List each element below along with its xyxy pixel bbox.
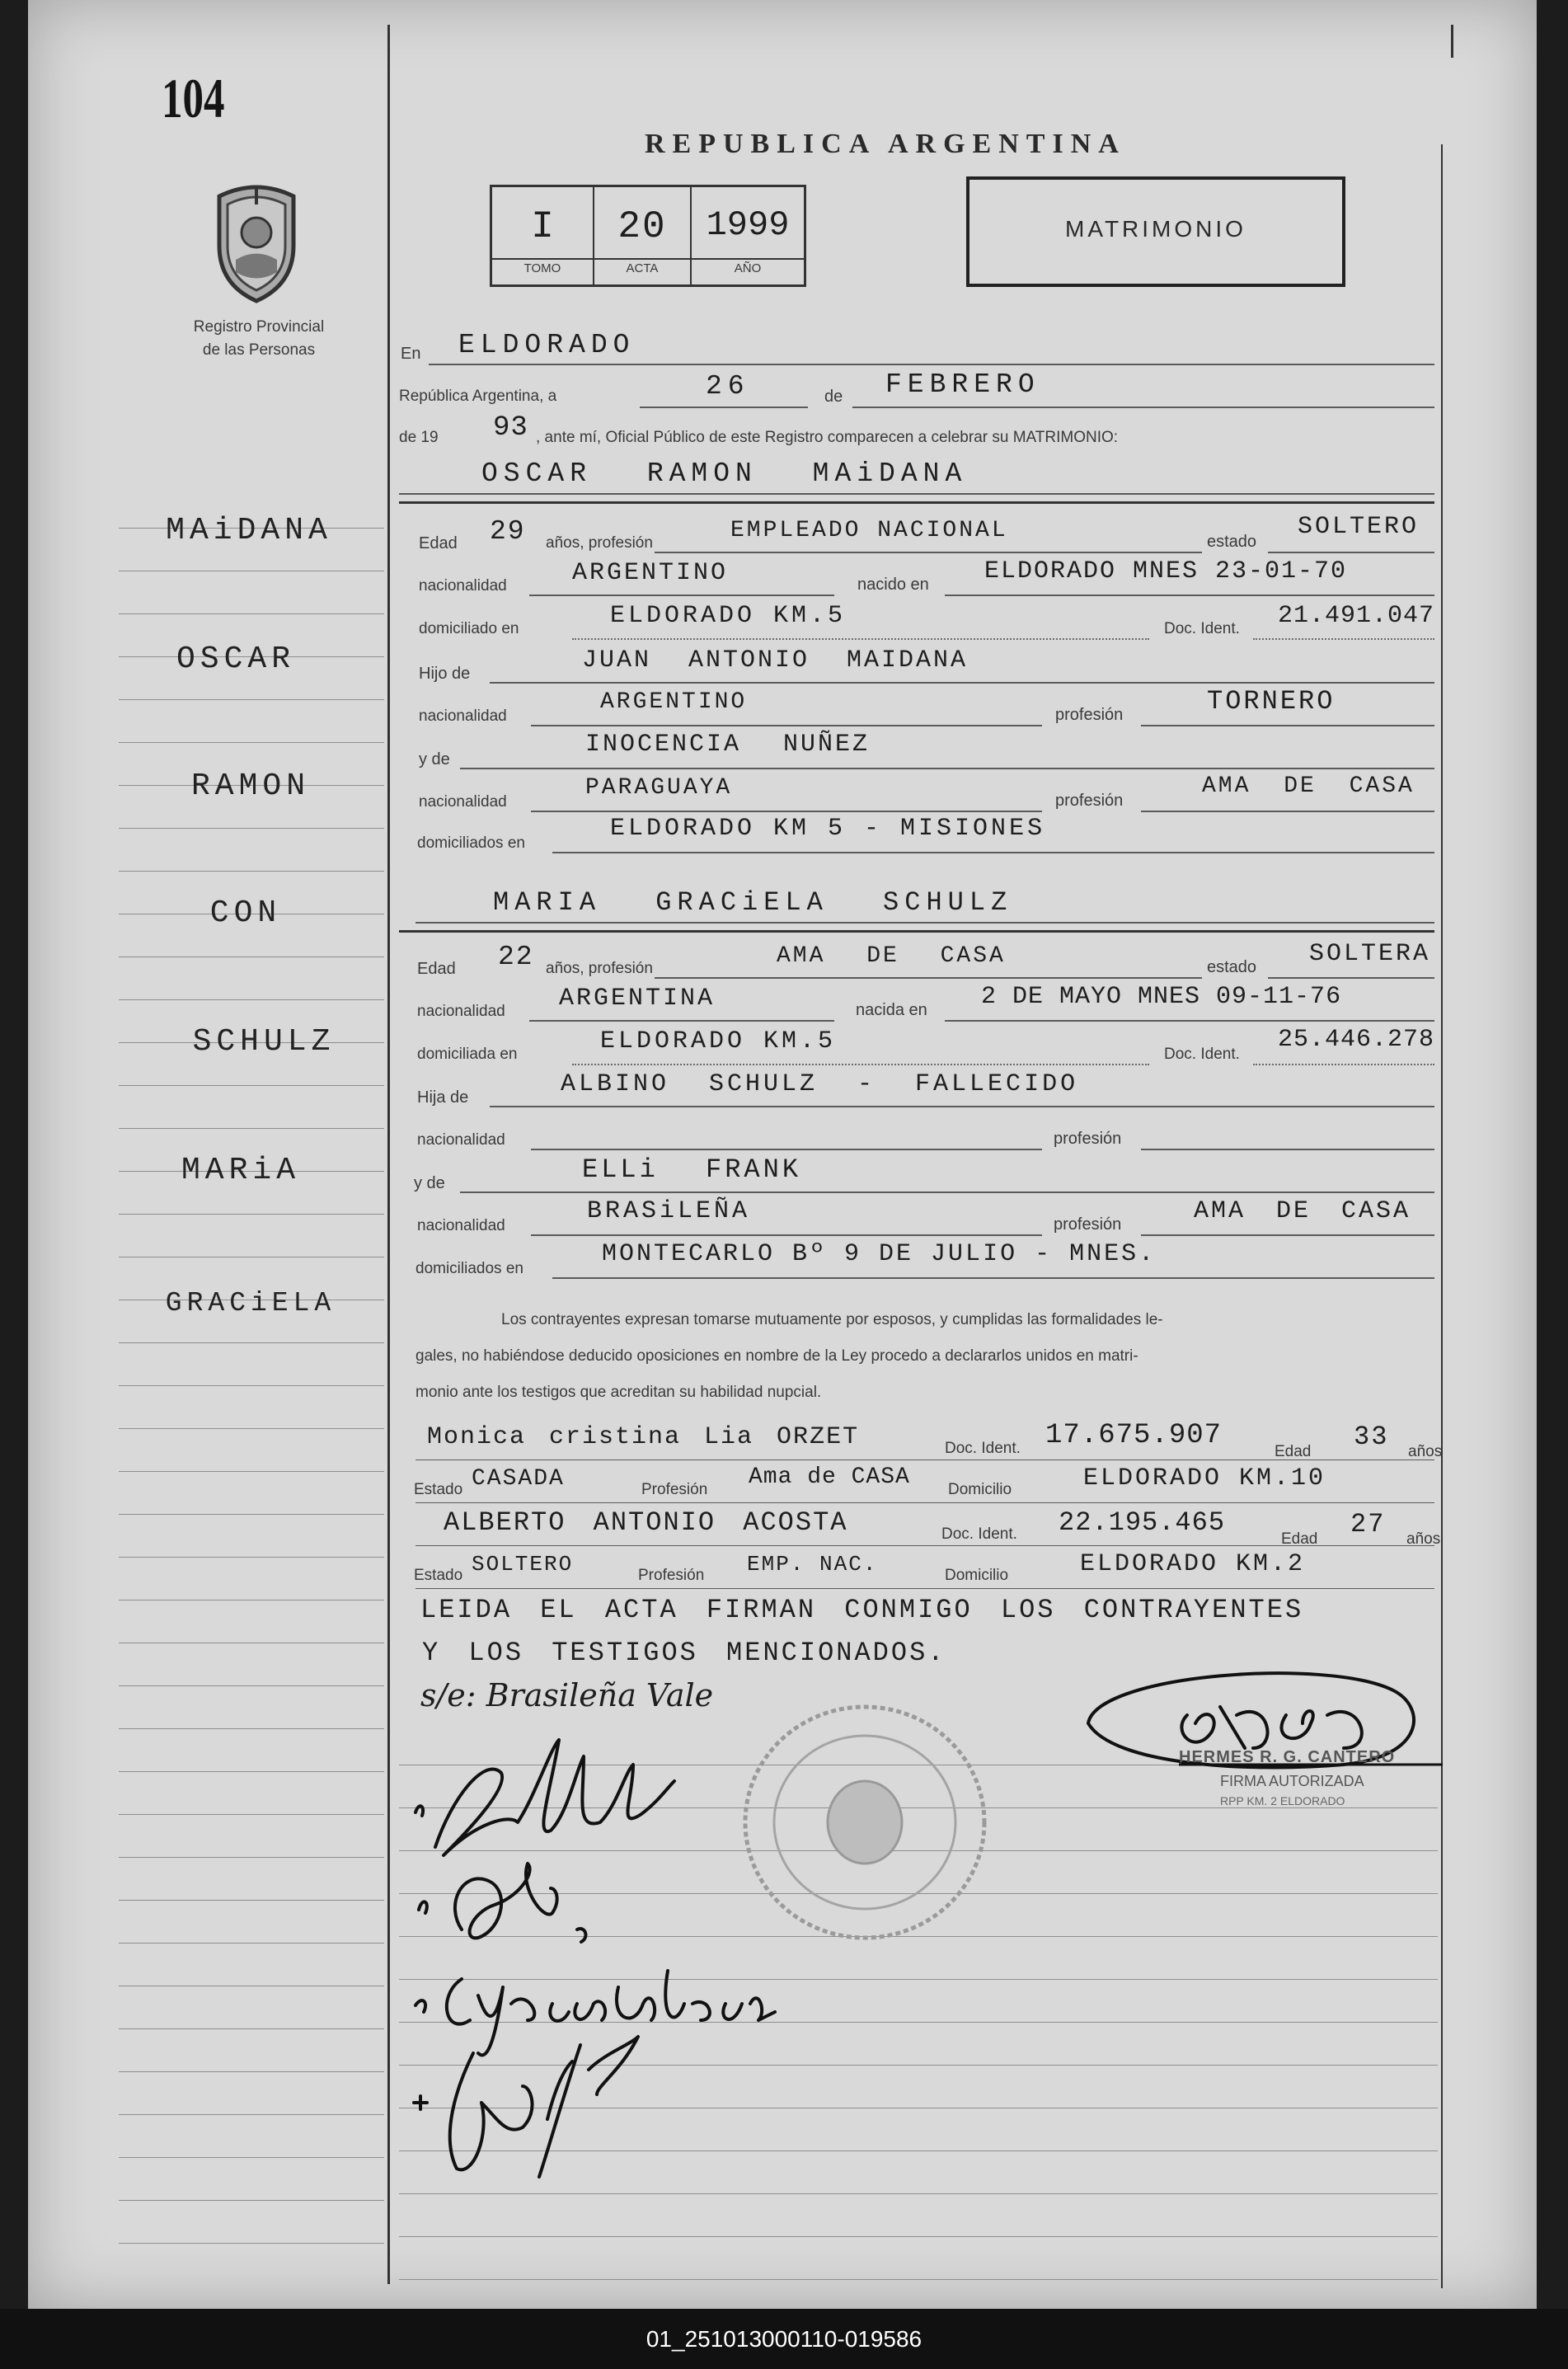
bride-nationality-label: nacionalidad [417, 1003, 505, 1020]
margin-rule-line [119, 871, 384, 872]
margin-rule-line [119, 613, 384, 614]
bride-doc-label: Doc. Ident. [1164, 1046, 1240, 1063]
bride-domicile-label: domiciliada en [417, 1046, 518, 1063]
groom-mother: INOCENCIA NUÑEZ [585, 731, 871, 759]
bride-full-name: MARIA GRACiELA SCHULZ [493, 887, 1013, 918]
document-type: MATRIMONIO [1065, 216, 1246, 242]
intro-statement: , ante mí, Oficial Público de este Registro comparecen a celebrar su MATRIMONIO: [536, 429, 1119, 446]
margin-rule-line [119, 1814, 384, 1815]
bride-estado-label: estado [1207, 958, 1257, 976]
witness1-domicile: ELDORADO KM.10 [1083, 1464, 1326, 1492]
margin-rule-line [119, 1685, 384, 1686]
groom-age: 29 [490, 516, 526, 547]
registry-name-line2: de las Personas [202, 341, 316, 359]
witness2-profession-label: Profesión [638, 1567, 705, 1584]
margin-rule-line [119, 2157, 384, 2158]
bride-mother-profession-label: profesión [1054, 1215, 1122, 1234]
witness1-domicile-label: Domicilio [948, 1481, 1012, 1498]
de-label: de [824, 388, 843, 406]
year-prefix: de 19 [399, 429, 439, 446]
groom-mother-profession: AMA DE CASA [1202, 773, 1415, 799]
groom-born-label: nacido en [857, 576, 929, 594]
top-right-tick [1451, 25, 1453, 58]
margin-rule-line [119, 1085, 384, 1086]
bride-age: 22 [498, 942, 534, 972]
groom-mother-nationality-label: nacionalidad [419, 793, 507, 811]
witness1-estado: CASADA [472, 1466, 565, 1492]
margin-rule-line [119, 742, 384, 743]
margin-rule-line [119, 1385, 384, 1386]
margin-rule-line [119, 1857, 384, 1858]
margin-name-7: GRACiELA [165, 1288, 336, 1318]
witness1-doc: 17.675.907 [1045, 1420, 1223, 1451]
coat-of-arms-icon [203, 181, 310, 305]
legal-text-line2: gales, no habiéndose deducido oposiciones en nombre de la Ley procedo a declararlos unidos en matri- [415, 1347, 1138, 1365]
witness2-domicile-label: Domicilio [945, 1567, 1009, 1584]
groom-and-of-label: y de [419, 750, 450, 769]
official-signature-icon [1080, 1657, 1451, 1789]
registry-name-line1: Registro Provincial [193, 318, 325, 336]
official-stamp-line3: RPP KM. 2 ELDORADO [1220, 1794, 1345, 1807]
witness1-doc-label: Doc. Ident. [945, 1440, 1021, 1457]
witness2-age: 27 [1350, 1509, 1386, 1539]
margin-rule-line [119, 1514, 384, 1515]
groom-parents-domicile-label: domiciliados en [417, 834, 525, 852]
official-stamp-line1: HERMES R. G. CANTERO [1179, 1748, 1396, 1766]
margin-rule-line [119, 699, 384, 700]
groom-domicile-label: domiciliado en [419, 620, 519, 637]
groom-father-profession-label: profesión [1055, 706, 1124, 724]
closing-line1: LEIDA EL ACTA FIRMAN CONMIGO LOS CONTRAYENTES [420, 1595, 1304, 1625]
margin-name-5: SCHULZ [192, 1024, 336, 1060]
official-seal-icon [737, 1699, 993, 1946]
groom-estado-label: estado [1207, 533, 1257, 551]
official-stamp-line2: FIRMA AUTORIZADA [1220, 1773, 1364, 1789]
bride-signature-icon [412, 1855, 610, 1962]
page-number: 104 [162, 67, 225, 129]
groom-full-name: OSCAR RAMON MAiDANA [481, 458, 968, 489]
year-suffix: 93 [493, 412, 528, 444]
margin-rule-line [119, 2071, 384, 2072]
bride-mother-nationality: BRASiLEÑA [587, 1197, 751, 1225]
witness1-name: Monica cristina Lia ORZET [427, 1423, 860, 1451]
right-margin-rule [1441, 144, 1443, 2288]
witness1-years-label: años [1408, 1443, 1443, 1460]
witness1-profession: Ama de CASA [749, 1464, 910, 1490]
groom-father: JUAN ANTONIO MAIDANA [582, 646, 969, 675]
witness2-age-label: Edad [1281, 1530, 1318, 1548]
en-label: En [401, 345, 421, 363]
margin-rule-line [119, 1557, 384, 1558]
volume-record-year-box [490, 185, 806, 287]
ano-value: 1999 [706, 205, 790, 245]
witness2-profession: EMP. NAC. [747, 1552, 878, 1577]
margin-name-2: OSCAR [176, 642, 296, 677]
bride-father: ALBINO SCHULZ - FALLECIDO [561, 1070, 1079, 1098]
bride-born-label: nacida en [856, 1001, 927, 1019]
witness2-doc: 22.195.465 [1059, 1507, 1226, 1538]
groom-doc: 21.491.047 [1278, 602, 1435, 630]
margin-rule-line [119, 2200, 384, 2201]
tomo-value: I [531, 205, 554, 248]
bride-father-profession-label: profesión [1054, 1130, 1122, 1148]
witness2-estado-label: Estado [414, 1567, 463, 1584]
groom-father-profession: TORNERO [1207, 686, 1336, 717]
bride-father-nationality-label: nacionalidad [417, 1131, 505, 1149]
tomo-label: TOMO [523, 261, 561, 275]
margin-rule-line [119, 1471, 384, 1472]
witness2-domicile: ELDORADO KM.2 [1080, 1550, 1306, 1578]
margin-rule-line [119, 1342, 384, 1343]
republic-label: República Argentina, a [399, 388, 557, 405]
margin-rule-line [119, 1728, 384, 1729]
bride-nationality: ARGENTINA [559, 985, 716, 1013]
witness1-age-label: Edad [1275, 1443, 1312, 1460]
margin-rule-line [119, 1900, 384, 1901]
witness2-doc-label: Doc. Ident. [941, 1525, 1017, 1543]
left-margin-rule [387, 25, 390, 2284]
closing-line2: Y LOS TESTIGOS MENCIONADOS. [422, 1638, 946, 1668]
groom-father-nationality-label: nacionalidad [419, 707, 507, 725]
margin-name-6: MARiA [181, 1153, 301, 1188]
groom-signature-icon [411, 1723, 707, 1872]
margin-rule-line [119, 1943, 384, 1944]
image-caption: 01_251013000110-019586 [0, 2309, 1568, 2369]
groom-nationality: ARGENTINO [572, 559, 729, 587]
groom-profession-label: años, profesión [546, 534, 653, 552]
acta-label: ACTA [626, 261, 659, 275]
margin-rule-line [119, 2114, 384, 2115]
groom-profession: EMPLEADO NACIONAL [730, 518, 1008, 543]
margin-rule-line [119, 828, 384, 829]
correction-note: s/e: Brasileña Vale [420, 1677, 714, 1713]
witness1-estado-label: Estado [414, 1481, 463, 1498]
bride-age-label: Edad [417, 960, 456, 978]
witness2-estado: SOLTERO [472, 1552, 574, 1577]
signature-rule-line [399, 2279, 1438, 2280]
bride-mother-profession: AMA DE CASA [1194, 1197, 1411, 1225]
witness2-years-label: años [1406, 1530, 1441, 1548]
margin-name-4: CON [209, 895, 282, 931]
groom-mother-nationality: PARAGUAYA [585, 775, 733, 801]
document-type-box [966, 176, 1345, 287]
margin-name-1: MAiDANA [166, 513, 332, 548]
margin-rule-line [119, 1214, 384, 1215]
bride-birth: 2 DE MAYO MNES 09-11-76 [981, 983, 1342, 1011]
groom-birth: ELDORADO MNES 23-01-70 [984, 557, 1348, 585]
groom-domicile: ELDORADO KM.5 [610, 602, 847, 630]
margin-rule-line [119, 999, 384, 1000]
bride-mother: ELLi FRANK [582, 1154, 802, 1185]
bride-mother-nationality-label: nacionalidad [417, 1217, 505, 1234]
bride-daughter-of-label: Hija de [417, 1088, 469, 1107]
bride-profession: AMA DE CASA [777, 943, 1006, 969]
witness1-age: 33 [1354, 1422, 1389, 1452]
bride-parents-domicile-label: domiciliados en [415, 1260, 523, 1277]
witness2-signature-icon [407, 2020, 671, 2185]
bride-parents-domicile: MONTECARLO Bº 9 DE JULIO - MNES. [602, 1240, 1157, 1268]
margin-rule-line [119, 1128, 384, 1129]
bride-profession-label: años, profesión [546, 960, 653, 977]
groom-estado: SOLTERO [1298, 513, 1420, 541]
groom-father-nationality: ARGENTINO [600, 689, 748, 715]
legal-text-line3: monio ante los testigos que acreditan su habilidad nupcial. [415, 1384, 822, 1401]
groom-parents-domicile: ELDORADO KM 5 - MISIONES [610, 815, 1046, 843]
day: 26 [706, 371, 750, 402]
bride-estado: SOLTERA [1309, 940, 1431, 968]
margin-rule-line [119, 2028, 384, 2029]
margin-rule-line [119, 2243, 384, 2244]
document-page [28, 0, 1537, 2309]
bride-and-of-label: y de [414, 1174, 445, 1192]
ano-label: AÑO [734, 261, 762, 275]
groom-age-label: Edad [419, 534, 458, 552]
groom-doc-label: Doc. Ident. [1164, 620, 1240, 637]
signature-rule-line [399, 2236, 1438, 2237]
country-title: REPUBLICA ARGENTINA [645, 129, 1126, 159]
witness2-name: ALBERTO ANTONIO ACOSTA [444, 1507, 848, 1538]
legal-text-line1: Los contrayentes expresan tomarse mutuamente por esposos, y cumplidas las formalidades le- [501, 1311, 1163, 1328]
signature-rule-line [399, 2193, 1438, 2194]
acta-value: 20 [617, 205, 667, 248]
margin-name-3: RAMON [190, 769, 311, 804]
groom-nationality-label: nacionalidad [419, 577, 507, 595]
bride-domicile: ELDORADO KM.5 [600, 1027, 837, 1055]
margin-rule-line [119, 1771, 384, 1772]
place: ELDORADO [458, 330, 636, 360]
witness1-profession-label: Profesión [641, 1481, 708, 1498]
month: FEBRERO [885, 369, 1040, 400]
groom-son-of-label: Hijo de [419, 665, 471, 683]
bride-doc: 25.446.278 [1278, 1026, 1435, 1054]
margin-rule-line [119, 1428, 384, 1429]
groom-mother-profession-label: profesión [1055, 792, 1124, 810]
